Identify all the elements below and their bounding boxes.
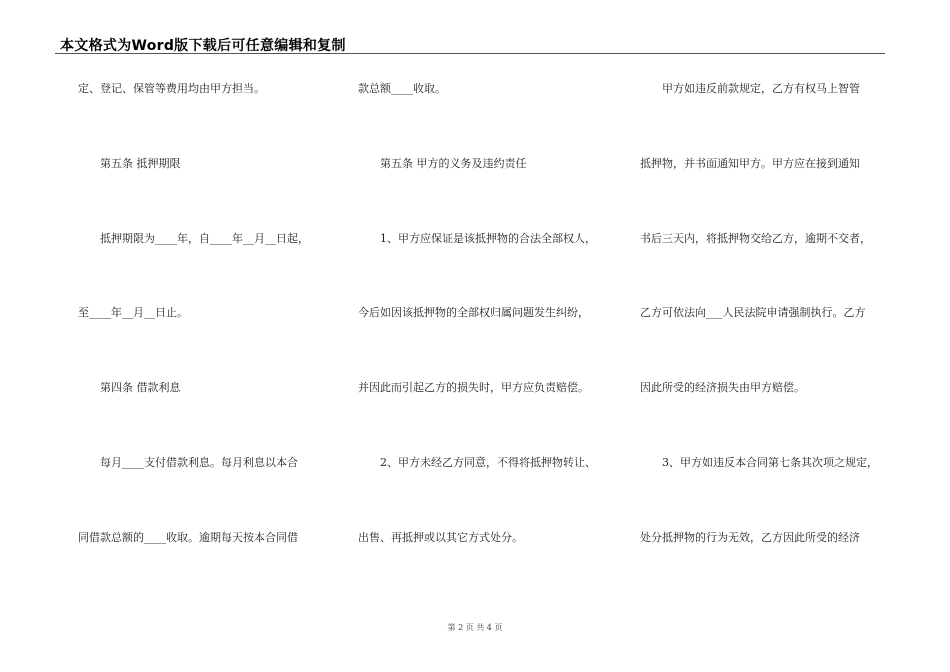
column-1-line-7: 同借款总额的____收取。逾期每天按本合同借 (78, 531, 298, 544)
column-2-line-2: 第五条 甲方的义务及违约责任 (358, 157, 527, 170)
column-3-line-1: 甲方如违反前款规定，乙方有权马上智管 (640, 82, 860, 95)
column-1-line-4: 至____年__月__日止。 (78, 306, 188, 319)
column-3-line-6: 3、甲方如违反本合同第七条其次项之规定， (640, 456, 878, 469)
header-divider (55, 53, 885, 54)
column-2-line-7: 出售、再抵押或以其它方式处分。 (358, 531, 523, 544)
column-2-line-6: 2、甲方未经乙方同意，不得将抵押物转让、 (358, 456, 596, 469)
column-1-line-2: 第五条 抵押期限 (78, 157, 181, 170)
column-2-line-3: 1、甲方应保证是该抵押物的合法全部权人， (358, 232, 596, 245)
column-2-line-4: 今后如因该抵押物的全部权归属问题发生纠纷， (358, 306, 589, 319)
column-2-line-1: 款总额____收取。 (358, 82, 446, 95)
document-header-title: 本文格式为Word版下载后可任意编辑和复制 (60, 38, 346, 54)
column-3-line-3: 书后三天内，将抵押物交给乙方，逾期不交者， (640, 232, 871, 245)
column-3-line-4: 乙方可依法向___人民法院申请强制执行。乙方 (640, 306, 866, 319)
column-2-line-5: 并因此而引起乙方的损失时，甲方应负责赔偿。 (358, 381, 589, 394)
column-3-line-7: 处分抵押物的行为无效，乙方因此所受的经济 (640, 531, 860, 544)
column-1-line-6: 每月____支付借款利息。每月利息以本合 (78, 456, 298, 469)
column-3-line-5: 因此所受的经济损失由甲方赔偿。 (640, 381, 805, 394)
column-3-line-2: 抵押物，并书面通知甲方。甲方应在接到通知 (640, 157, 860, 170)
column-1-line-1: 定、登记、保管等费用均由甲方担当。 (78, 82, 265, 95)
column-1-line-5: 第四条 借款利息 (78, 381, 181, 394)
column-1-line-3: 抵押期限为____年，自____年__月__日起， (78, 232, 309, 245)
page-number-footer: 第 2 页 共 4 页 (447, 623, 503, 632)
